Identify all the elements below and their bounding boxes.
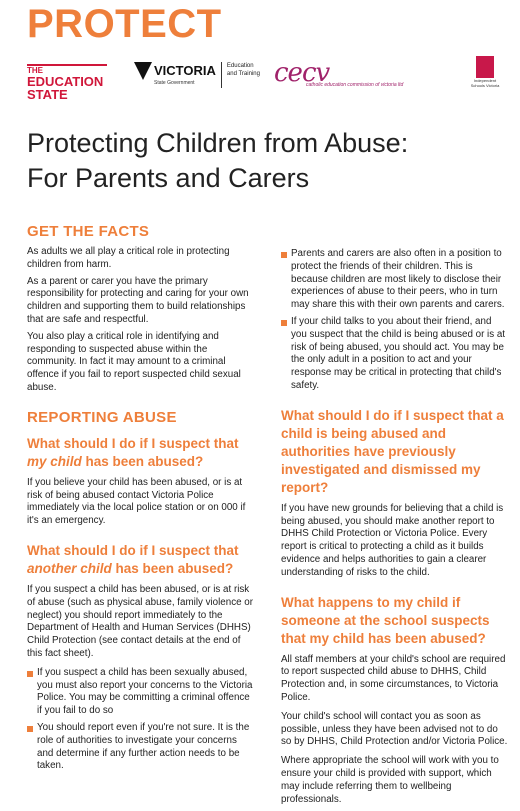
bullet-item: If you suspect a child has been sexually abused, you must also report your concerns to the Victoria Police. You may be committing a criminal offence if you fail to do so — [27, 667, 255, 718]
facts-paragraph-3: You also play a critical role in identifying and responding to suspected abuse within the community. In fact it may amount to a criminal offence if you fail to report suspected child sexual abuse. — [27, 330, 241, 393]
question-dismissed-report: What should I do if I suspect that a child is being abused and authorities have previously investigated and dismissed my report? — [281, 407, 504, 495]
left-column — [27, 223, 255, 773]
dept-name — [227, 62, 260, 78]
q2-text-c: has been abused? — [111, 560, 234, 576]
bullet-item: If your child talks to you about their friend, and you suspect that the child is being abused or is at risk of being abused, you should act. You may be the only adult in a position to act and your response may be critical in protecting that child's safety. — [281, 316, 509, 393]
right-column — [281, 248, 509, 806]
answer-dismissed-report: If you have new grounds for believing that a child is being abused, you should make another report to DHHS Child Protection or Victoria Police. Every report is critical to protecting a child as it builds evidence and helps authorities to gain a clearer understanding of risks to the child. — [281, 502, 504, 578]
isv-line-1: Independent — [473, 78, 497, 83]
answer-my-child: If you believe your child has been abused, or is at risk of being abused contact Victoria Police immediately via the local police station or on 000 if it's an emergency. — [27, 476, 246, 527]
title-line-1: Protecting Children from Abuse: — [27, 128, 409, 158]
facts-paragraph-1: As adults we all play a critical role in protecting children from harm. — [27, 246, 230, 270]
victoria-sub: State Government — [154, 80, 195, 86]
isv-line-2: Schools Victoria — [470, 83, 500, 88]
answer-another-child: If you suspect a child has been abused, or is at risk of abuse (such as physical abuse, family violence or neglect) you should report immediately to the Department of Health and Human Services (DHHS) Child Protection (see contact details at the end of this fact sheet). — [27, 583, 253, 659]
q2-text-b: another child — [27, 560, 112, 576]
dept-line-1: Education — [226, 63, 254, 69]
answer-school-2: Your child's school will contact you as soon as possible, unless they have been advised not to do so by DHHS, Child Protection and/or Victoria Police. — [281, 710, 508, 748]
answer-school-3: Where appropriate the school will work with you to ensure your child is provided with support, which may include referring them to wellbeing professionals. — [281, 755, 499, 805]
question-my-child — [27, 435, 255, 471]
facts-paragraph-2: As a parent or carer you have the primary responsibility for protecting and caring for your own children and supporting them to build relationships that are safe and respectful. — [27, 275, 249, 325]
logo-divider — [221, 62, 222, 88]
victoria-wordmark: VICTORIA — [154, 63, 216, 78]
cecv-logo — [274, 58, 404, 88]
banner-title: PROTECT — [27, 2, 222, 46]
cecv-mark: cecv — [274, 58, 330, 88]
bullet-item: Parents and carers are also often in a position to protect the friends of their children. This is because children are most likely to disclose their experiences of abuse to their peers, who in turn may share this with their own parents and carers. — [281, 248, 509, 312]
q1-text-b: my child — [27, 453, 82, 469]
title-line-2: For Parents and Carers — [27, 163, 310, 193]
logo-text-education: EDUCATION — [27, 74, 104, 89]
victoria-logo — [134, 62, 260, 88]
logo-text-state: STATE — [27, 87, 68, 102]
q2-text-a: What should I do if I suspect that — [27, 542, 239, 558]
question-another-child — [27, 542, 255, 578]
isv-logo — [470, 56, 500, 88]
page-title — [27, 126, 507, 196]
reporting-heading: REPORTING ABUSE — [27, 408, 177, 426]
q1-text-a: What should I do if I suspect that — [27, 435, 239, 451]
question-school-suspects: What happens to my child if someone at the school suspects that my child has been abused? — [281, 594, 490, 646]
dept-line-2: and Training — [226, 71, 260, 77]
logo-strip — [27, 58, 500, 103]
friends-bullets — [281, 248, 509, 393]
logo-text-the: THE — [27, 66, 43, 75]
another-child-bullets — [27, 667, 255, 773]
isv-icon — [476, 56, 494, 78]
facts-heading: GET THE FACTS — [27, 223, 150, 240]
victoria-triangle-icon — [134, 62, 152, 80]
bullet-item: You should report even if you're not sure. It is the role of authorities to investigate your concerns and determine if any further action needs to be taken. — [27, 722, 255, 773]
education-state-logo — [27, 64, 107, 101]
cecv-subtitle: catholic education commission of victoria ltd — [306, 82, 404, 88]
answer-school-1: All staff members at your child's school are required to report suspected child abuse to DHHS, Child Protection and, in some circumstances, to Victoria Police. — [281, 653, 506, 703]
q1-text-c: has been abused? — [81, 453, 204, 469]
